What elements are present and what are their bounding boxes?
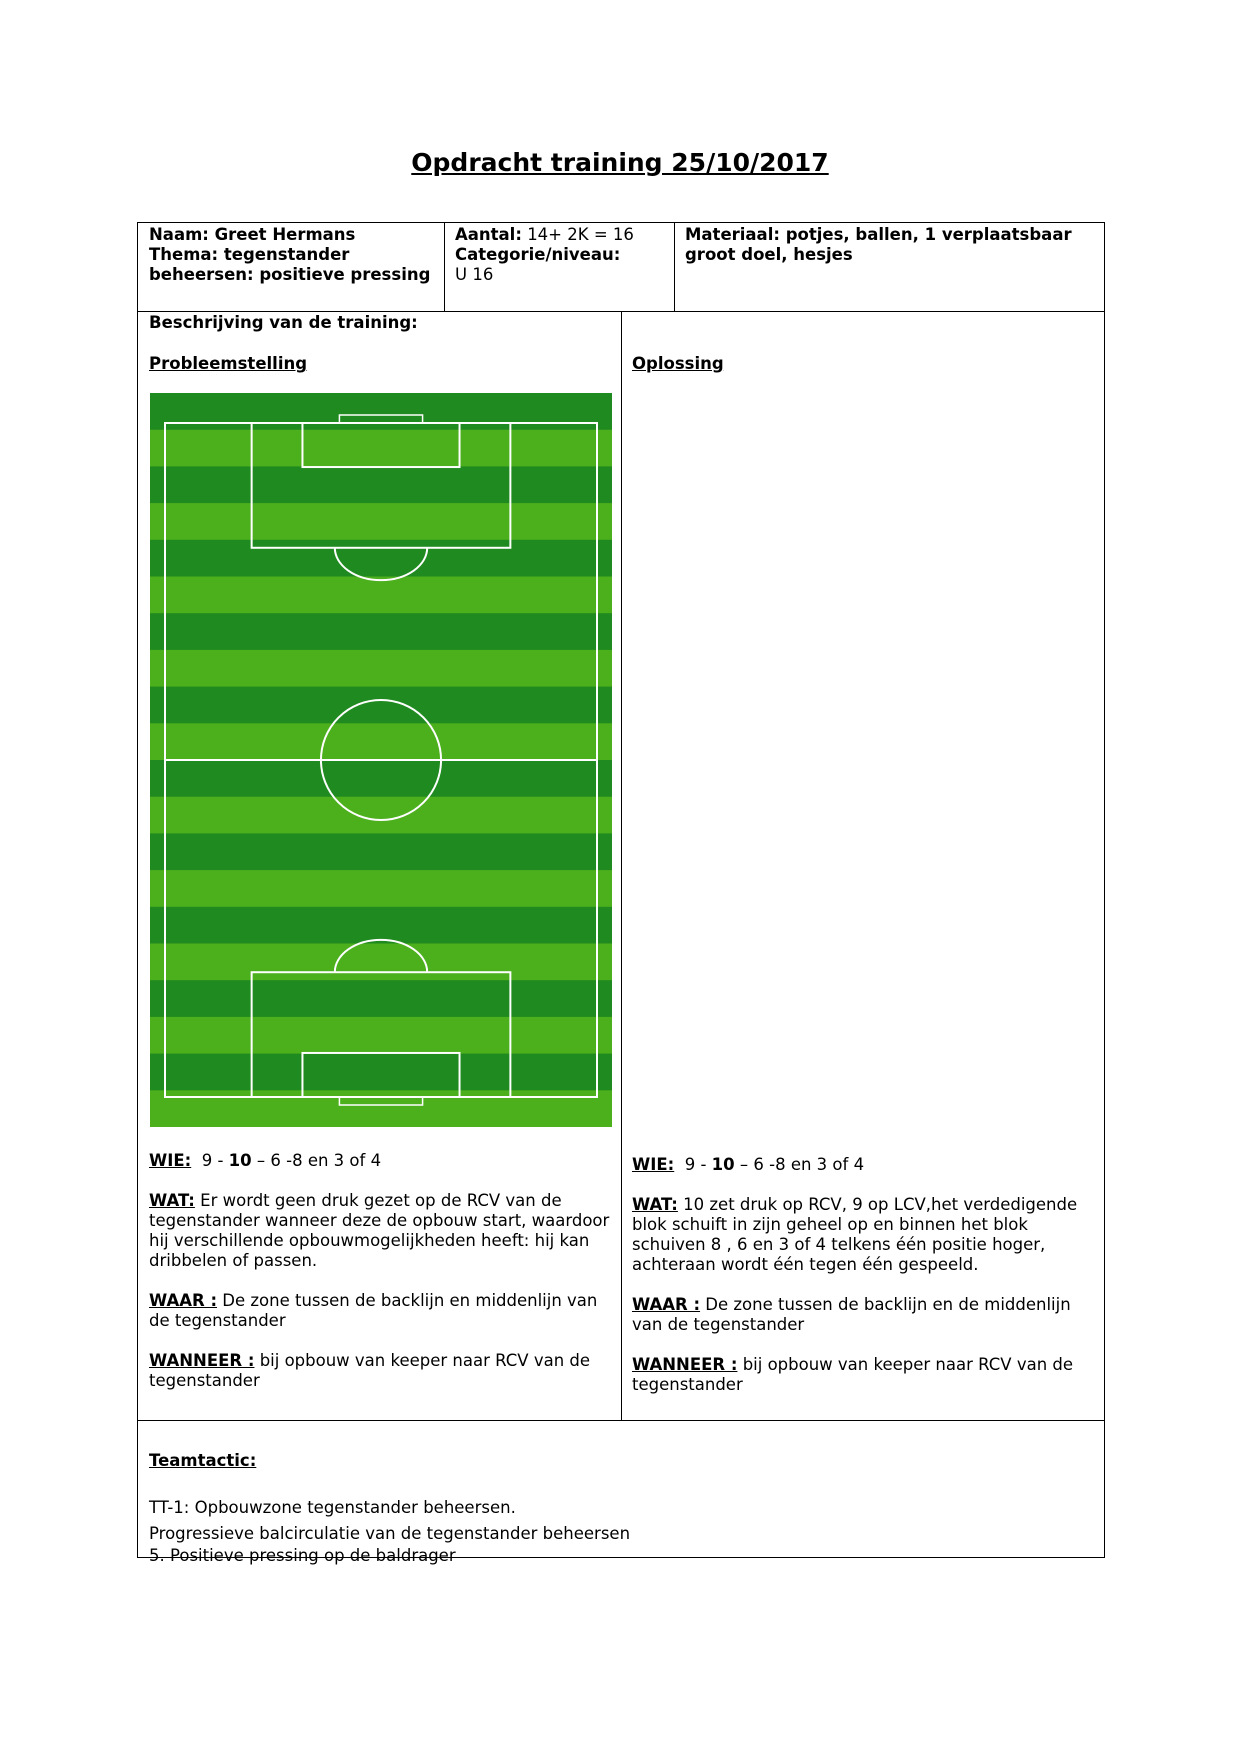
categorie-value: U 16 [455, 265, 494, 284]
materiaal-cell [685, 225, 1100, 265]
divider [621, 311, 622, 1420]
right-description [632, 1155, 1098, 1395]
pitch-diagram-probleemstelling [150, 393, 612, 1127]
naam-label: Naam: [149, 225, 209, 244]
teamtactic-text [149, 1497, 1049, 1567]
waar-label: WAAR : [632, 1295, 701, 1314]
left-description [149, 1151, 611, 1391]
wie-text: – 6 -8 en 3 of 4 [251, 1151, 382, 1170]
grass-band [150, 1090, 612, 1127]
grass-band [150, 503, 612, 540]
probleemstelling-heading: Probleemstelling [149, 354, 308, 373]
wie-text: 9 - [684, 1155, 712, 1174]
wie-text: 10 [228, 1151, 252, 1170]
oplossing-heading: Oplossing [632, 354, 724, 373]
materiaal-value: potjes, ballen, 1 verplaatsbaar groot doel, hesjes [685, 225, 1072, 264]
divider [674, 223, 675, 311]
thema-label: Thema: [149, 245, 219, 264]
beschrijving-label: Beschrijving van de training: [149, 313, 418, 332]
grass-band [150, 650, 612, 687]
grass-band [150, 430, 612, 467]
wie-text: – 6 -8 en 3 of 4 [734, 1155, 865, 1174]
waar-text: De zone tussen de backlijn en de middenlijn van de tegenstander [632, 1295, 1071, 1334]
grass-band [150, 907, 612, 944]
wanneer-label: WANNEER : [149, 1351, 255, 1370]
wat-text: Er wordt geen druk gezet op de RCV van de tegenstander wanneer deze de opbouw start, waardoor hij verschillende opbouwmogelijkheden heeft: hij kan dribbelen of passen. [149, 1191, 610, 1270]
grass-band [150, 577, 612, 614]
grass-band [150, 613, 612, 650]
grass-band [150, 466, 612, 503]
teamtactic-line: TT-1: Opbouwzone tegenstander beheersen. [149, 1498, 516, 1517]
page-title: Opdracht training 25/10/2017 [411, 148, 829, 177]
aantal-label: Aantal: [455, 225, 522, 244]
grass-band [150, 980, 612, 1017]
wanneer-label: WANNEER : [632, 1355, 738, 1374]
waar-label: WAAR : [149, 1291, 218, 1310]
wie-label: WIE: [149, 1151, 192, 1170]
wie-text: 10 [711, 1155, 735, 1174]
wat-label: WAT: [149, 1191, 195, 1210]
grass-band [150, 723, 612, 760]
grass-band [150, 760, 612, 797]
wie-text: 9 - [201, 1151, 229, 1170]
waar-text: De zone tussen de backlijn en middenlijn van de tegenstander [149, 1291, 598, 1330]
aantal-cell [455, 225, 670, 285]
divider [444, 223, 445, 311]
naam-value: Greet Hermans [214, 225, 356, 244]
grass-band [150, 1017, 612, 1054]
wanneer-text: bij opbouw van keeper naar RCV van de tegenstander [632, 1355, 1074, 1394]
wie-label: WIE: [632, 1155, 675, 1174]
wat-label: WAT: [632, 1195, 678, 1214]
grass-band [150, 540, 612, 577]
aantal-value: 14+ 2K = 16 [527, 225, 634, 244]
naam-cell [149, 225, 439, 285]
divider [138, 1420, 1104, 1421]
wat-text: 10 zet druk op RCV, 9 op LCV,het verdedigende blok schuift in zijn geheel op en binnen het blok schuiven 8 , 6 en 3 of 4 telkens één positie hoger, achteraan wordt één tegen één gespeeld. [632, 1195, 1078, 1274]
grass-band [150, 1054, 612, 1091]
pitch-diagram-oplossing [634, 392, 1094, 1132]
grass-band [150, 833, 612, 870]
teamtactic-line: 5. Positieve pressing op de baldrager [149, 1546, 456, 1565]
categorie-label: Categorie/niveau: [455, 245, 621, 264]
grass-band [150, 687, 612, 724]
grass-band [150, 944, 612, 981]
training-sheet [137, 222, 1105, 1565]
thema-value: tegenstander beheersen: positieve pressing [149, 245, 431, 284]
teamtactic-heading: Teamtactic: [149, 1451, 257, 1470]
grass-band [150, 393, 612, 430]
grass-band [150, 797, 612, 834]
wanneer-text: bij opbouw van keeper naar RCV van de tegenstander [149, 1351, 591, 1390]
teamtactic-line: Progressieve balcirculatie van de tegenstander beheersen [149, 1524, 631, 1543]
materiaal-label: Materiaal: [685, 225, 780, 244]
grass-band [150, 870, 612, 907]
